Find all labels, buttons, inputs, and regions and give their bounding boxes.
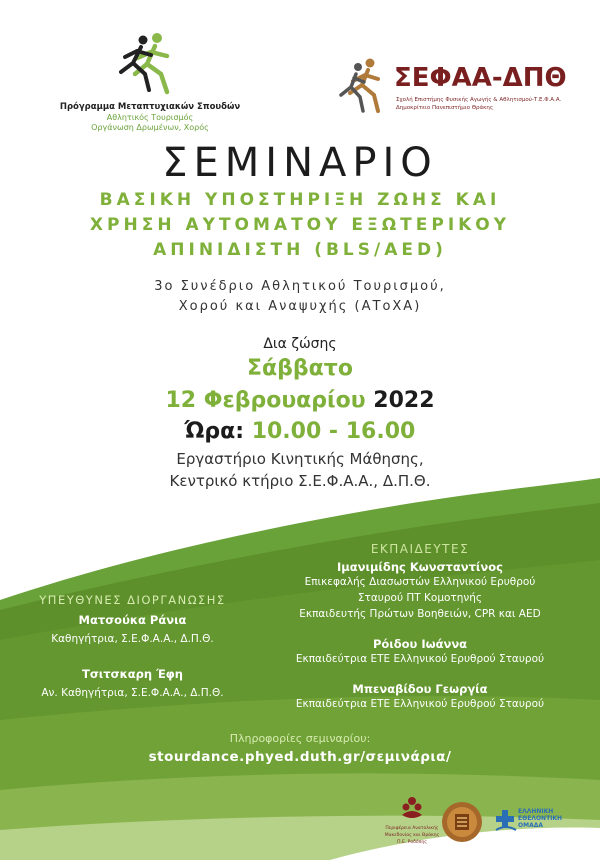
- volunteer-text-line: ΟΜΑΔΑ: [518, 822, 544, 829]
- runners-icon: [338, 55, 394, 115]
- organizers-section: [20, 593, 245, 701]
- congress-name: [0, 277, 600, 317]
- trainer-name: Μπεναβίδου Γεωργία: [352, 682, 488, 696]
- info-link[interactable]: stourdance.phyed.duth.gr/σεμινάρια/: [148, 749, 452, 765]
- region-text: Μακεδονίας και Θράκης: [384, 833, 440, 838]
- event-time-value: 10.00 - 16.00: [251, 419, 416, 444]
- info-label: Πληροφορίες σεμιναρίου:: [229, 732, 371, 745]
- volunteer-team-text: [518, 808, 588, 829]
- trainers-header: ΕΚΠΑΙΔΕΥΤΕΣ: [370, 542, 470, 556]
- sefaa-university-name: Δημοκρίτειο Πανεπιστήμιο Θράκης: [396, 105, 494, 111]
- event-time: [0, 419, 600, 444]
- organizers-header: ΥΠΕΥΘΥΝΕΣ ΔΙΟΡΓΑΝΩΣΗΣ: [39, 593, 226, 607]
- page-title: ΣΕΜΙΝΑΡΙΟ: [162, 140, 438, 186]
- trainer-description: Εκπαιδευτής Πρώτων Βοηθειών, CPR και AED: [299, 608, 541, 620]
- subtitle-line: ΒΑΣΙΚΗ ΥΠΟΣΤΗΡΙΞΗ ΖΩΗΣ ΚΑΙ: [99, 190, 501, 210]
- trainer-description: Σταυρού ΠΤ Κομοτηνής: [357, 592, 483, 604]
- region-emblem-icon: [398, 795, 426, 821]
- venue-line: Εργαστήριο Κινητικής Μάθησης,: [176, 450, 424, 468]
- event-venue: [0, 448, 600, 492]
- municipality-seal-icon: [440, 800, 484, 844]
- runners-icon: [105, 30, 195, 98]
- volunteer-text-line: ΕΘΕΛΟΝΤΙΚΗ: [518, 815, 563, 822]
- seminar-subtitle: [0, 188, 600, 263]
- event-time-label: Ώρα:: [184, 419, 245, 444]
- organizer-name: Ματσούκα Ράνια: [78, 613, 187, 627]
- organizer-name: Τσιτσκαρη Έφη: [82, 667, 183, 681]
- attendance-mode: Δια ζώσης: [263, 336, 337, 352]
- trainer-description: Εκπαιδεύτρια ΕΤΕ Ελληνικού Ερυθρού Σταυρού: [295, 698, 545, 710]
- municipality-logo: [440, 800, 484, 848]
- organizer-description: Καθηγήτρια, Σ.Ε.Φ.Α.Α., Δ.Π.Θ.: [51, 633, 214, 645]
- sefaa-school-name: Σχολή Επιστήμης Φυσικής Αγωγής & Αθλητισμού-Τ.Ε.Φ.Α.Α.: [396, 97, 562, 103]
- region-text: Περιφέρεια Ανατολικής: [385, 826, 439, 831]
- congress-line: Χορού και Αναψυχής (ΑΤοΧΑ): [178, 299, 422, 314]
- trainer-description: Εκπαιδεύτρια ΕΤΕ Ελληνικού Ερυθρού Σταυρού: [295, 653, 545, 665]
- trainer-description: Επικεφαλής Διασωστών Ελληνικού Ερυθρού: [304, 576, 536, 588]
- event-date-day-month: 12 Φεβρουαρίου: [165, 388, 366, 413]
- event-day: Σάββατο: [247, 356, 353, 381]
- venue-line: Κεντρικό κτήριο Σ.Ε.Φ.Α.Α., Δ.Π.Θ.: [169, 472, 431, 490]
- volunteer-text-line: ΕΛΛΗΝΙΚΗ: [518, 808, 554, 815]
- program-name: Πρόγραμμα Μεταπτυχιακών Σπουδών: [59, 102, 241, 112]
- subtitle-line: ΧΡΗΣΗ ΑΥΤΟΜΑΤΟΥ ΕΞΩΤΕΡΙΚΟΥ: [89, 215, 511, 235]
- program-subtitle-2: Οργάνωση Δρωμένων, Χορός: [91, 123, 209, 132]
- seminar-info: [0, 732, 600, 765]
- sefaa-brand-text: ΣΕΦΑΑ-ΔΠΘ: [394, 63, 567, 93]
- trainer-name: Ρόιδου Ιωάννα: [372, 637, 468, 651]
- event-date-year: 2022: [373, 388, 435, 413]
- trainers-section: [250, 542, 590, 712]
- event-date: [0, 388, 600, 413]
- trainer-name: Ιμανιμίδης Κωνσταντίνος: [337, 560, 503, 574]
- subtitle-line: ΑΠΙΝΙΔΙΣΤΗ (BLS/AED): [153, 240, 447, 260]
- region-text: Π.Ε. Ροδόπης: [397, 840, 427, 845]
- volunteer-figure-icon: [494, 808, 518, 834]
- region-logo: [382, 795, 442, 846]
- congress-line: 3ο Συνέδριο Αθλητικού Τουρισμού,: [154, 279, 446, 294]
- program-subtitle-1: Αθλητικός Τουρισμός: [106, 113, 194, 122]
- redcross-volunteer-logo: [494, 808, 594, 838]
- msc-program-logo: [40, 30, 260, 132]
- organizer-description: Αν. Καθηγήτρια, Σ.Ε.Φ.Α.Α., Δ.Π.Θ.: [41, 687, 224, 699]
